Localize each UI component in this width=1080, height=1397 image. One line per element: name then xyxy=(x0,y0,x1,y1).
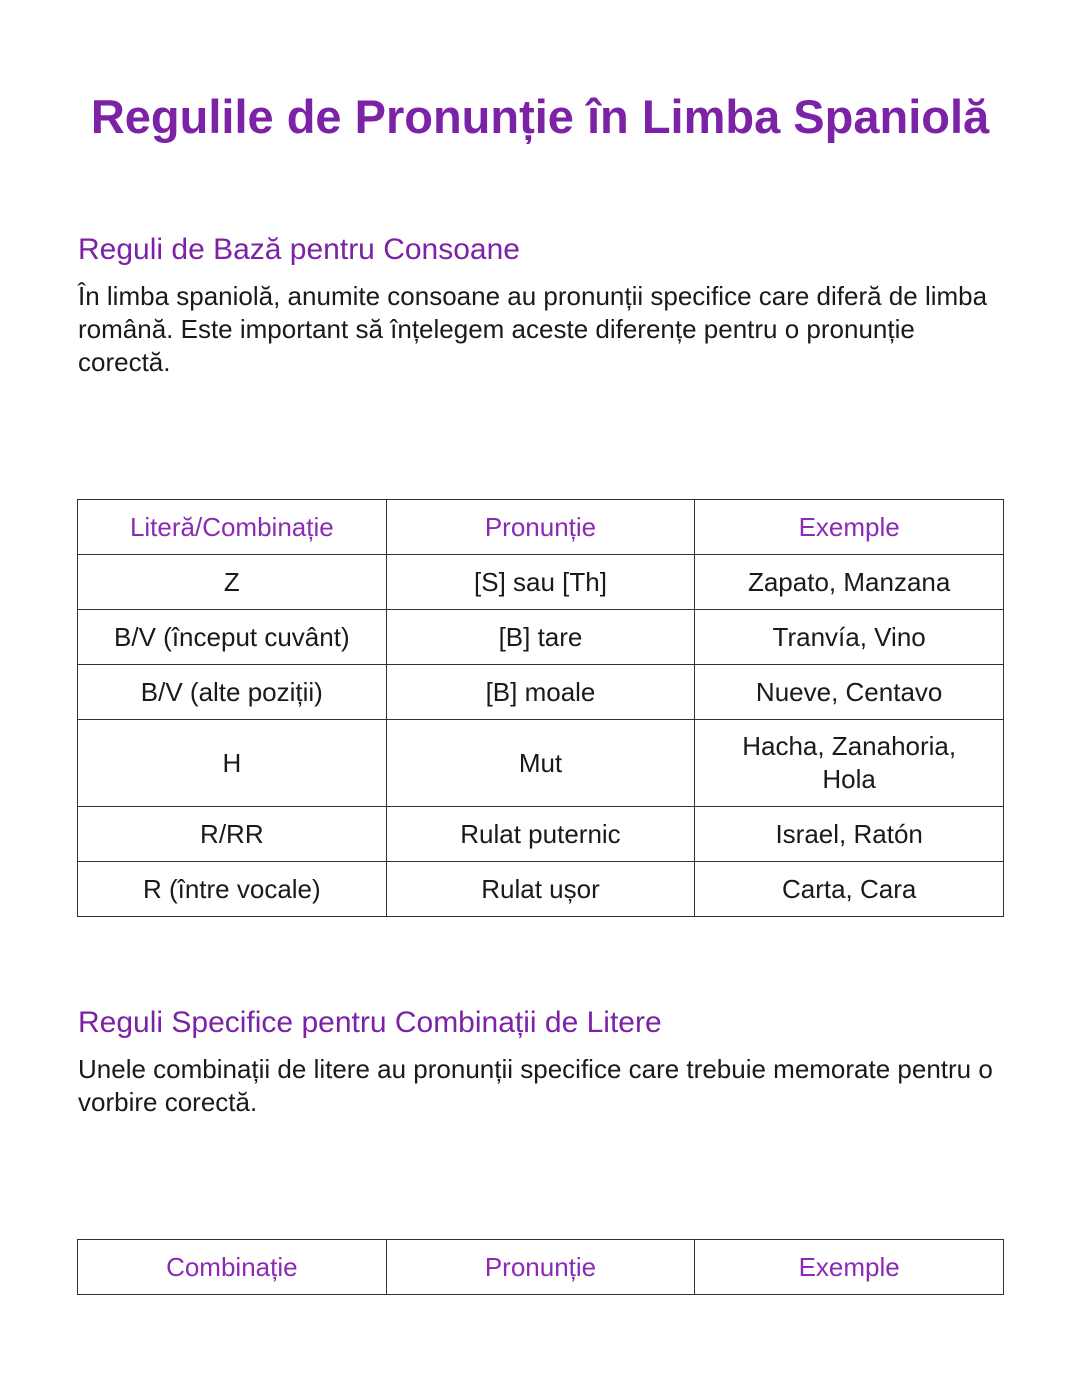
table-cell: Carta, Cara xyxy=(695,862,1004,917)
table-cell: R/RR xyxy=(78,807,387,862)
table-cell: Israel, Ratón xyxy=(695,807,1004,862)
table-cell: Nueve, Centavo xyxy=(695,665,1004,720)
table-cell: Z xyxy=(78,555,387,610)
table-cell: [B] moale xyxy=(386,665,695,720)
section-text-combinations: Unele combinații de litere au pronunții specifice care trebuie memorate pentru o vorbire corectă. xyxy=(78,1054,993,1117)
table-cell: H xyxy=(78,720,387,807)
table-row xyxy=(78,555,1004,610)
section-heading-combinations: Reguli Specifice pentru Combinații de Litere xyxy=(78,1006,662,1039)
page-title: Regulile de Pronunție în Limba Spaniolă xyxy=(90,90,990,143)
table-row xyxy=(78,807,1004,862)
consonant-rules-table xyxy=(77,499,1004,917)
table-cell: [S] sau [Th] xyxy=(386,555,695,610)
table-row xyxy=(78,610,1004,665)
table-header-cell: Pronunție xyxy=(386,500,695,555)
section-text-consonants: În limba spaniolă, anumite consoane au pronunții specifice care diferă de limba română. Este important să înțelegem aceste diferențe pentru o pronunție corectă. xyxy=(78,281,988,377)
table-row xyxy=(78,720,1004,807)
table-header-cell: Pronunție xyxy=(386,1240,695,1295)
table-cell: R (între vocale) xyxy=(78,862,387,917)
table-cell: Rulat ușor xyxy=(386,862,695,917)
table-header-cell: Literă/Combinație xyxy=(78,500,387,555)
table-header-cell: Combinație xyxy=(78,1240,387,1295)
table-cell: B/V (început cuvânt) xyxy=(78,610,387,665)
table-cell: Mut xyxy=(386,720,695,807)
table-cell: Tranvía, Vino xyxy=(695,610,1004,665)
table-cell: B/V (alte poziții) xyxy=(78,665,387,720)
table-row xyxy=(78,665,1004,720)
section-heading-consonants: Reguli de Bază pentru Consoane xyxy=(78,233,520,266)
table-cell: Rulat puternic xyxy=(386,807,695,862)
combination-rules-table xyxy=(77,1239,1004,1295)
table-cell: Hacha, Zanahoria, Hola xyxy=(695,720,1004,807)
table-header-row xyxy=(78,500,1004,555)
table-row xyxy=(78,862,1004,917)
table-cell: Zapato, Manzana xyxy=(695,555,1004,610)
table-cell: [B] tare xyxy=(386,610,695,665)
table-header-row xyxy=(78,1240,1004,1295)
table-header-cell: Exemple xyxy=(695,1240,1004,1295)
table-header-cell: Exemple xyxy=(695,500,1004,555)
